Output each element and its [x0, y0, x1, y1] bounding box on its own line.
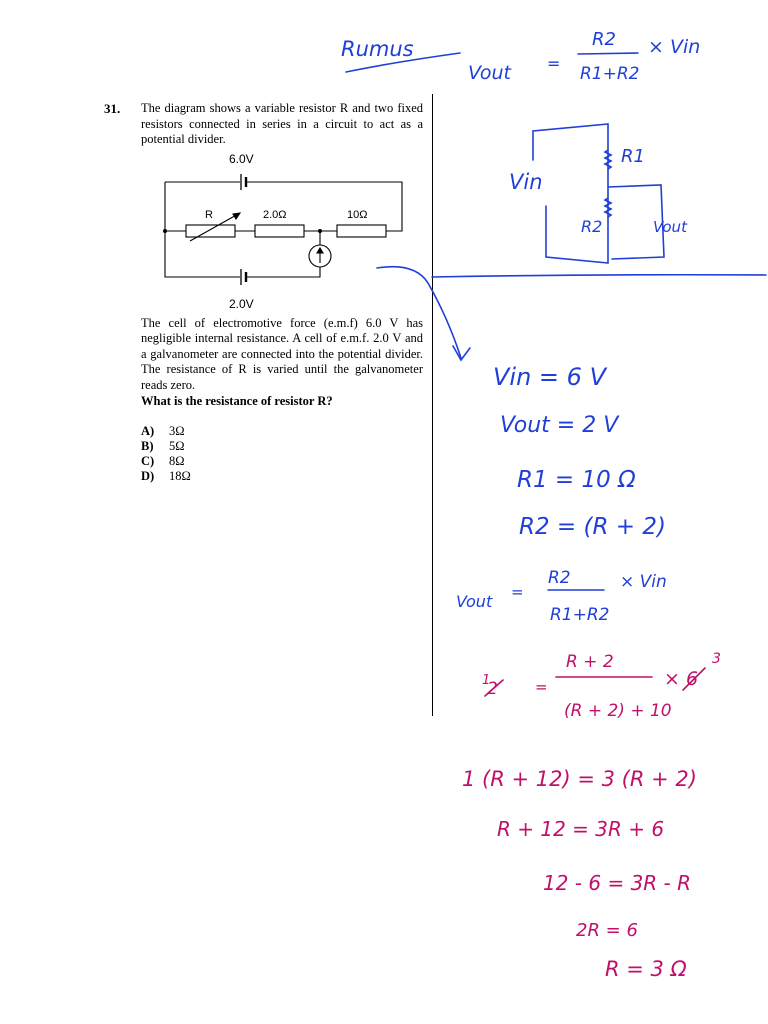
hw-sub-lhs-new: 1 — [482, 673, 491, 688]
resistor-10 — [337, 225, 386, 237]
hw-sub-eq: = — [535, 678, 548, 696]
hw-sketch-r1: R1 — [621, 146, 645, 167]
emf-bottom-label: 2.0V — [229, 297, 254, 311]
junction-dot-mid — [318, 229, 322, 233]
hw-mid-vout: Vout — [456, 592, 493, 611]
hw-sub-lhs-old: 2 — [487, 679, 498, 699]
resistor-2-label: 2.0Ω — [263, 209, 287, 221]
hw-sub-den: (R + 2) + 10 — [564, 701, 672, 721]
resistor-r — [186, 225, 235, 237]
hw-top-den: R1+R2 — [580, 64, 640, 84]
hw-mid-den: R1+R2 — [550, 605, 610, 625]
hw-sketch-r2: R2 — [581, 217, 603, 236]
hw-top-mult: × Vin — [648, 36, 701, 58]
hw-sketch-vout: Vout — [653, 218, 687, 236]
question-text: The diagram shows a variable resistor R and two fixed resistors connected in series in a circuit to act as a potential divider. — [141, 101, 423, 146]
option-d[interactable]: D) 18Ω — [141, 469, 191, 483]
question-number: 31. — [104, 101, 121, 116]
hw-step-5: R = 3 Ω — [605, 957, 687, 981]
question-paragraph: The cell of electromotive force (e.m.f) 6.0 V has negligible internal resistance. A cell of e.m.f. 2.0 V and a galvanometer are connected into the potential divider. The resistance of R is varied until the galvanometer reads zero. — [141, 316, 423, 392]
resistor-2 — [255, 225, 304, 237]
hw-sub-mult-new: 3 — [712, 651, 721, 667]
hw-sketch-vin: Vin — [509, 170, 543, 194]
hw-sub-mult-old: × 6 — [664, 668, 699, 690]
hw-top-fraction-bar — [578, 53, 638, 54]
emf-top-label: 6.0V — [229, 152, 254, 166]
hw-sub-num: R + 2 — [566, 652, 614, 672]
hw-top-eq: = — [547, 54, 561, 73]
circuit-diagram — [165, 174, 402, 285]
junction-dot-left — [163, 229, 167, 233]
hw-step-4: 2R = 6 — [576, 920, 638, 941]
hw-arrow — [377, 267, 461, 358]
question-ask: What is the resistance of resistor R? — [141, 394, 333, 408]
hw-step-1: 1 (R + 12) = 3 (R + 2) — [462, 767, 697, 791]
hw-given-r1: R1 = 10 Ω — [517, 467, 636, 493]
hw-top-num: R2 — [592, 29, 616, 50]
option-c[interactable]: C) 8Ω — [141, 454, 185, 468]
hw-divider-horizontal — [432, 275, 766, 277]
hw-top-vout: Vout — [468, 62, 512, 84]
hw-header: Rumus — [341, 37, 414, 61]
hw-given-r2: R2 = (R + 2) — [519, 514, 666, 540]
hw-mid-eq: = — [511, 583, 524, 601]
hw-mid-num: R2 — [548, 568, 571, 588]
option-b[interactable]: B) 5Ω — [141, 439, 185, 453]
hw-step-3: 12 - 6 = 3R - R — [543, 871, 692, 895]
hw-step-2: R + 12 = 3R + 6 — [497, 817, 665, 841]
hw-given-vin: Vin = 6 V — [493, 363, 606, 391]
hw-mid-mult: × Vin — [620, 572, 667, 592]
hw-sketch-loop — [533, 124, 608, 263]
resistor-r-label: R — [205, 209, 213, 221]
option-a[interactable]: A) 3Ω — [141, 424, 185, 438]
hw-given-vout: Vout = 2 V — [500, 413, 619, 438]
resistor-10-label: 10Ω — [347, 209, 368, 221]
